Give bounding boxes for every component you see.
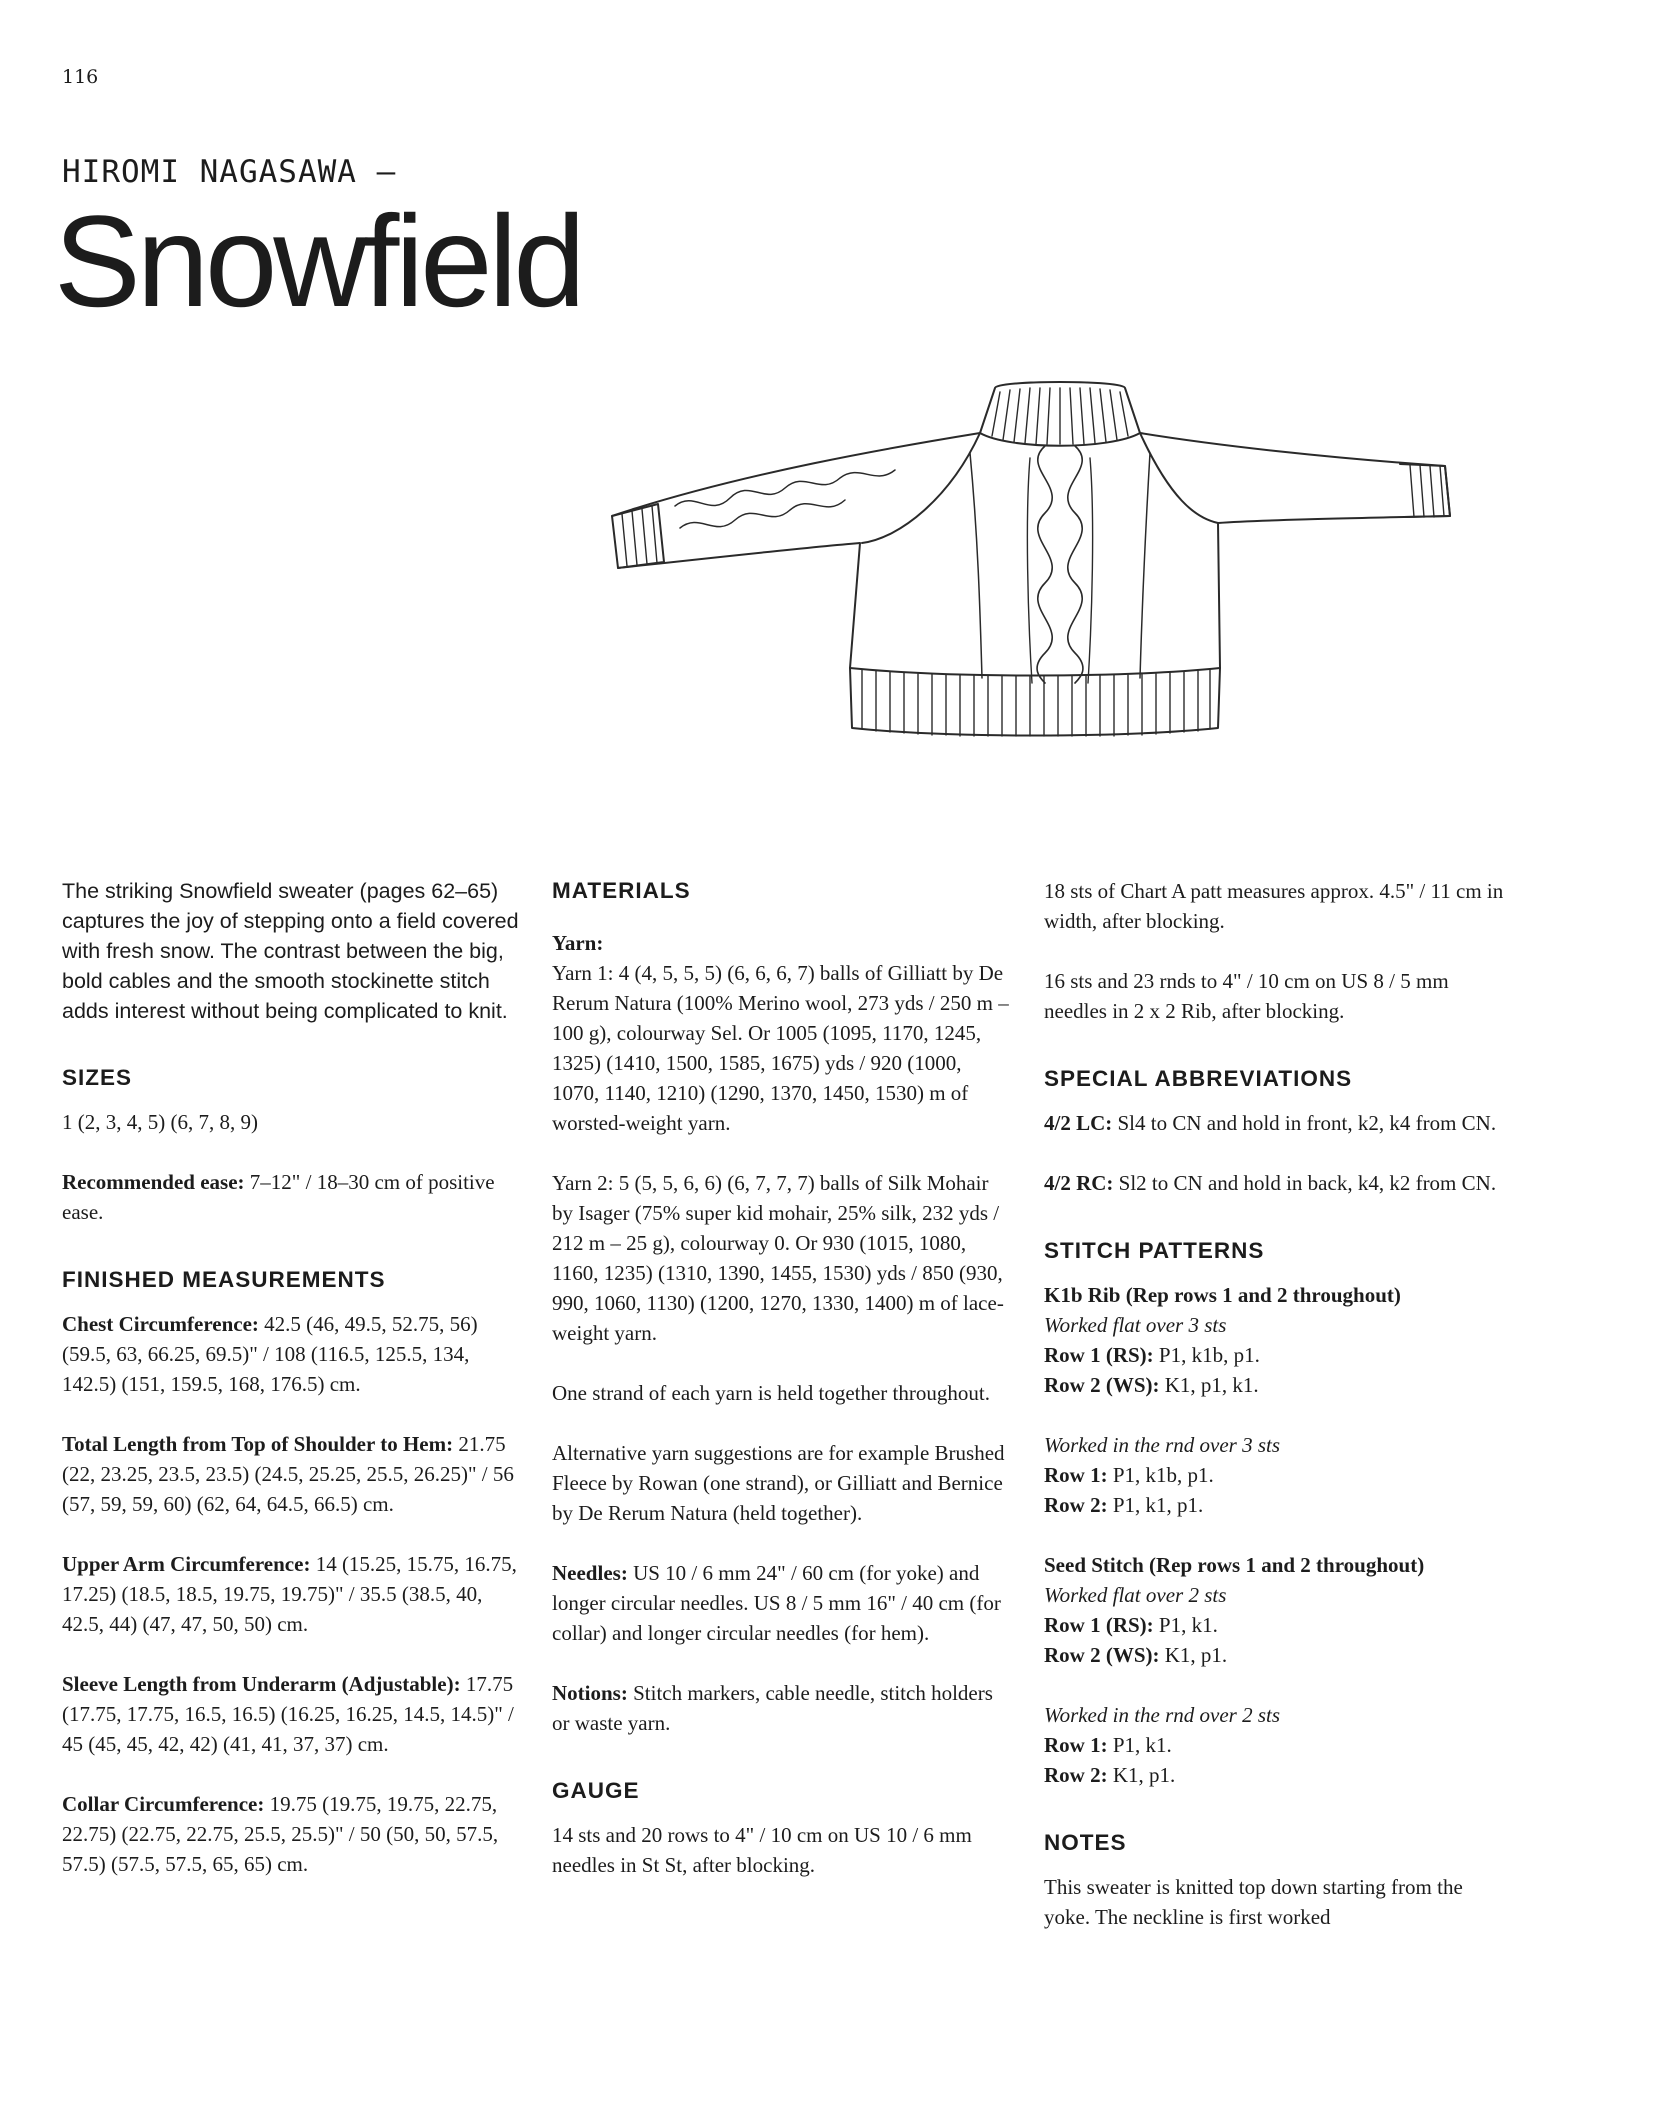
gauge-st-st: 14 sts and 20 rows to 4" / 10 cm on US 10 / 6 mm needles in St St, after blocking.: [552, 1823, 972, 1877]
notes-heading: NOTES: [1044, 1830, 1127, 1855]
k1b-rib-rnd: Worked in the rnd over 3 sts Row 1: P1, k1b, p1. Row 2: P1, k1, p1.: [1044, 1433, 1281, 1517]
page-number: 116: [62, 66, 99, 88]
page-title: Snowfield: [54, 188, 582, 334]
seed-stitch-rnd: Worked in the rnd over 2 sts Row 1: P1, k1. Row 2: K1, p1.: [1044, 1703, 1281, 1787]
gauge-chart-a: 18 sts of Chart A patt measures approx. 4.5" / 11 cm in width, after blocking.: [1044, 879, 1504, 933]
sweater-illustration-icon: [600, 378, 1480, 764]
yarn-1: Yarn: Yarn 1: 4 (4, 5, 5, 5) (6, 6, 6, 7) balls of Gilliatt by De Rerum Natura (100% Merino wool, 273 yds / 250 m – 100 g), colourway Sel. Or 1005 (1095, 1170, 1245, 1325) (1410, 1500, 1585, 1675) yds / 920 (1000, 1070, 1140, 1210) (1290, 1370, 1450, 1530) m of worsted-weight yarn.: [552, 931, 1009, 1135]
abbreviation-42rc: 4/2 RC: Sl2 to CN and hold in back, k4, k2 from CN.: [1044, 1171, 1497, 1195]
column-middle: [552, 876, 1012, 1910]
gauge-rib: 16 sts and 23 rnds to 4" / 10 cm on US 8 / 5 mm needles in 2 x 2 Rib, after blocking.: [1044, 969, 1449, 1023]
sizes-heading: SIZES: [62, 1065, 133, 1090]
measurement-length: Total Length from Top of Shoulder to Hem: 21.75 (22, 23.25, 23.5, 23.5) (24.5, 25.25, 25.5, 26.25)" / 56 (57, 59, 59, 60) (62, 64, 64.5, 66.5) cm.: [62, 1432, 514, 1516]
measurement-collar: Collar Circumference: 19.75 (19.75, 19.75, 22.75, 22.75) (22.75, 22.75, 25.5, 25.5)" / 50 (50, 50, 57.5, 57.5) (57.5, 57.5, 65, 65) cm.: [62, 1792, 499, 1876]
notions: Notions: Stitch markers, cable needle, stitch holders or waste yarn.: [552, 1681, 993, 1735]
notes-text: This sweater is knitted top down starting from the yoke. The neckline is first worked: [1044, 1875, 1463, 1929]
measurements-heading: FINISHED MEASUREMENTS: [62, 1267, 386, 1292]
measurement-chest: Chest Circumference: 42.5 (46, 49.5, 52.75, 56) (59.5, 63, 66.25, 69.5)" / 108 (116.5, 125.5, 134, 142.5) (151, 159.5, 168, 176.5) cm.: [62, 1312, 478, 1396]
gauge-heading: GAUGE: [552, 1778, 640, 1803]
column-left: [62, 876, 522, 1909]
needles: Needles: US 10 / 6 mm 24" / 60 cm (for yoke) and longer circular needles. US 8 / 5 mm 16" / 40 cm (for collar) and longer circular needles (for hem).: [552, 1561, 1001, 1645]
materials-heading: MATERIALS: [552, 878, 691, 903]
measurement-upper-arm: Upper Arm Circumference: 14 (15.25, 15.75, 16.75, 17.25) (18.5, 18.5, 19.75, 19.75)" / 35.5 (38.5, 40, 42.5, 44) (47, 47, 50, 50) cm.: [62, 1552, 517, 1636]
alternative-yarn: Alternative yarn suggestions are for example Brushed Fleece by Rowan (one strand), or Gilliatt and Bernice by De Rerum Natura (held together).: [552, 1441, 1005, 1525]
sizes-values: 1 (2, 3, 4, 5) (6, 7, 8, 9): [62, 1110, 258, 1134]
intro-text: The striking Snowfield sweater (pages 62–65) captures the joy of stepping onto a field covered with fresh snow. The contrast between the big, bold cables and the smooth stockinette stitch adds interest without being complicated to knit.: [62, 879, 519, 1023]
designer-name: HIROMI NAGASAWA —: [62, 154, 397, 190]
abbreviations-heading: SPECIAL ABBREVIATIONS: [1044, 1066, 1353, 1091]
measurement-sleeve: Sleeve Length from Underarm (Adjustable): 17.75 (17.75, 17.75, 16.5, 16.5) (16.25, 16.25, 14.5, 14.5)" / 45 (45, 45, 42, 42) (41, 41, 37, 37) cm.: [62, 1672, 514, 1756]
strand-note: One strand of each yarn is held together throughout.: [552, 1381, 990, 1405]
recommended-ease: Recommended ease: 7–12" / 18–30 cm of positive ease.: [62, 1170, 495, 1224]
column-right: [1044, 876, 1514, 1962]
stitch-patterns-heading: STITCH PATTERNS: [1044, 1238, 1265, 1263]
k1b-rib-flat: K1b Rib (Rep rows 1 and 2 throughout) Worked flat over 3 sts Row 1 (RS): P1, k1b, p1. Row 2 (WS): K1, p1, k1.: [1044, 1283, 1401, 1397]
yarn-2: Yarn 2: 5 (5, 5, 6, 6) (6, 7, 7, 7) balls of Silk Mohair by Isager (75% super kid mohair, 25% silk, 232 yds / 212 m – 25 g), colourway 0. Or 930 (1015, 1080, 1160, 1235) (1310, 1390, 1455, 1530) yds / 850 (930, 990, 1060, 1130) (1200, 1270, 1330, 1400) m of lace-weight yarn.: [552, 1171, 1004, 1345]
seed-stitch-flat: Seed Stitch (Rep rows 1 and 2 throughout) Worked flat over 2 sts Row 1 (RS): P1, k1. Row 2 (WS): K1, p1.: [1044, 1553, 1425, 1667]
abbreviation-42lc: 4/2 LC: Sl4 to CN and hold in front, k2, k4 from CN.: [1044, 1111, 1497, 1135]
